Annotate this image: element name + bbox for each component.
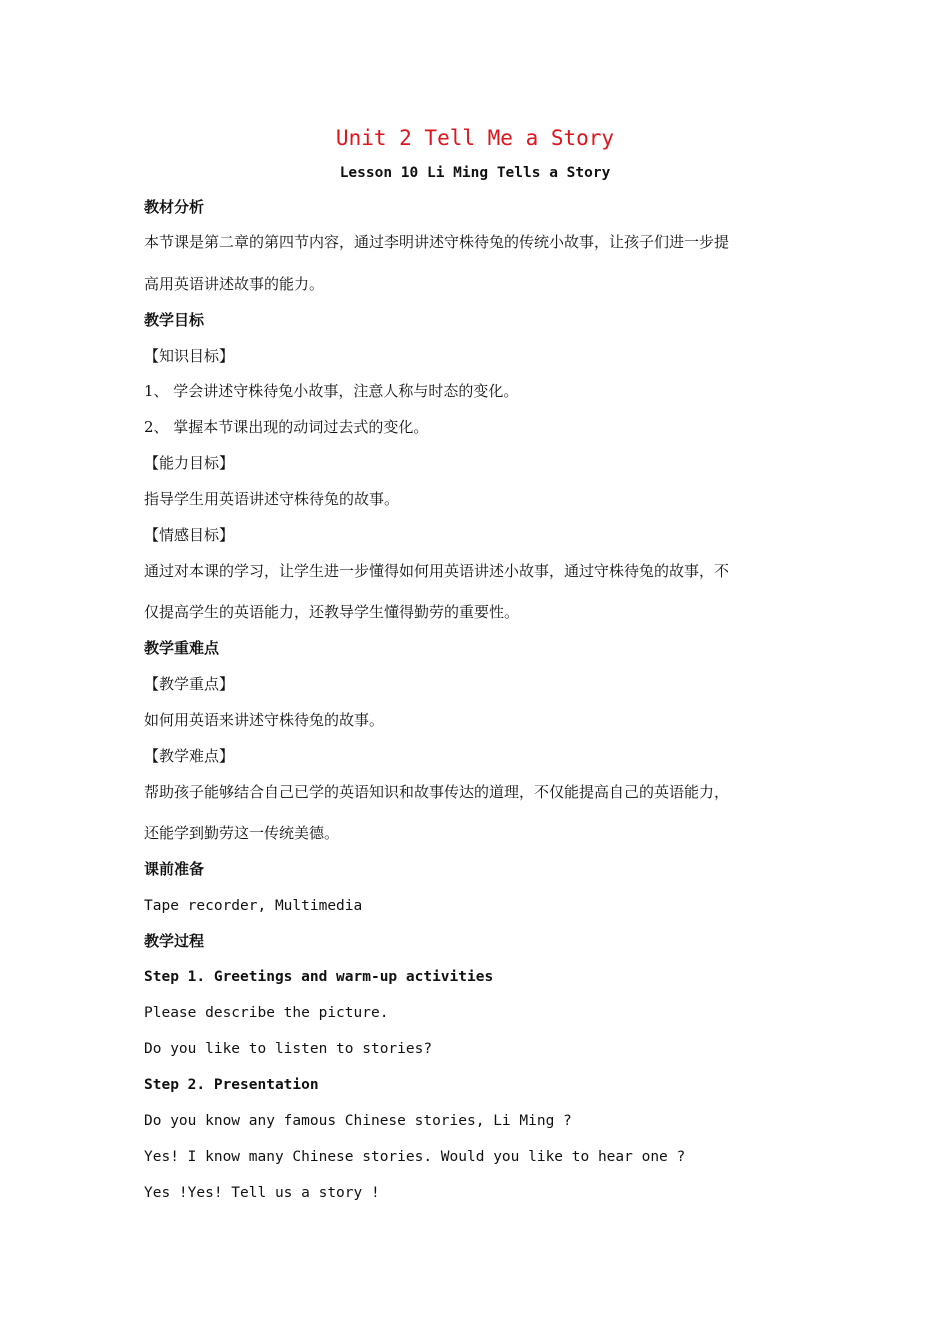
document-subtitle: Lesson 10 Li Ming Tells a Story [339, 165, 611, 181]
emotion-objective-line-2: 仅提高学生的英语能力，还教导学生懂得勤劳的重要性。 [144, 603, 520, 621]
analysis-paragraph-line-2: 高用英语讲述故事的能力。 [144, 275, 325, 293]
step-1-line-1: Please describe the picture. [144, 1005, 389, 1021]
knowledge-objective-item-2: 2、 掌握本节课出现的动词过去式的变化。 [144, 418, 429, 436]
document-title: Unit 2 Tell Me a Story [335, 126, 615, 150]
teaching-focus-label: 【教学重点】 [144, 675, 235, 693]
step-2-line-1: Do you know any famous Chinese stories, Li Ming ? [144, 1113, 572, 1129]
knowledge-objective-label: 【知识目标】 [144, 347, 235, 365]
analysis-paragraph-line-1: 本节课是第二章的第四节内容，通过李明讲述守株待兔的传统小故事，让孩子们进一步提 [144, 233, 730, 251]
teaching-difficulty-label: 【教学难点】 [144, 747, 235, 765]
section-heading-preparation: 课前准备 [144, 860, 205, 878]
section-heading-process: 教学过程 [144, 932, 205, 950]
step-2-heading: Step 2. Presentation [144, 1077, 319, 1093]
section-heading-key-points: 教学重难点 [144, 639, 220, 657]
step-1-line-2: Do you like to listen to stories? [144, 1041, 433, 1057]
knowledge-objective-item-1: 1、 学会讲述守株待兔小故事，注意人称与时态的变化。 [144, 382, 519, 400]
section-heading-objectives: 教学目标 [144, 311, 205, 329]
ability-objective-text: 指导学生用英语讲述守株待兔的故事。 [144, 490, 400, 508]
step-1-heading: Step 1. Greetings and warm-up activities [144, 969, 494, 985]
step-2-line-3: Yes !Yes! Tell us a story ! [144, 1185, 380, 1201]
teaching-difficulty-line-1: 帮助孩子能够结合自己已学的英语知识和故事传达的道理，不仅能提高自己的英语能力， [144, 783, 730, 801]
teaching-focus-text: 如何用英语来讲述守株待兔的故事。 [144, 711, 385, 729]
section-heading-analysis: 教材分析 [144, 198, 205, 216]
step-2-line-2: Yes! I know many Chinese stories. Would you like to hear one ? [144, 1149, 686, 1165]
emotion-objective-line-1: 通过对本课的学习，让学生进一步懂得如何用英语讲述小故事，通过守株待兔的故事，不 [144, 562, 730, 580]
teaching-difficulty-line-2: 还能学到勤劳这一传统美德。 [144, 824, 340, 842]
emotion-objective-label: 【情感目标】 [144, 526, 235, 544]
preparation-text: Tape recorder, Multimedia [144, 898, 363, 914]
ability-objective-label: 【能力目标】 [144, 454, 235, 472]
